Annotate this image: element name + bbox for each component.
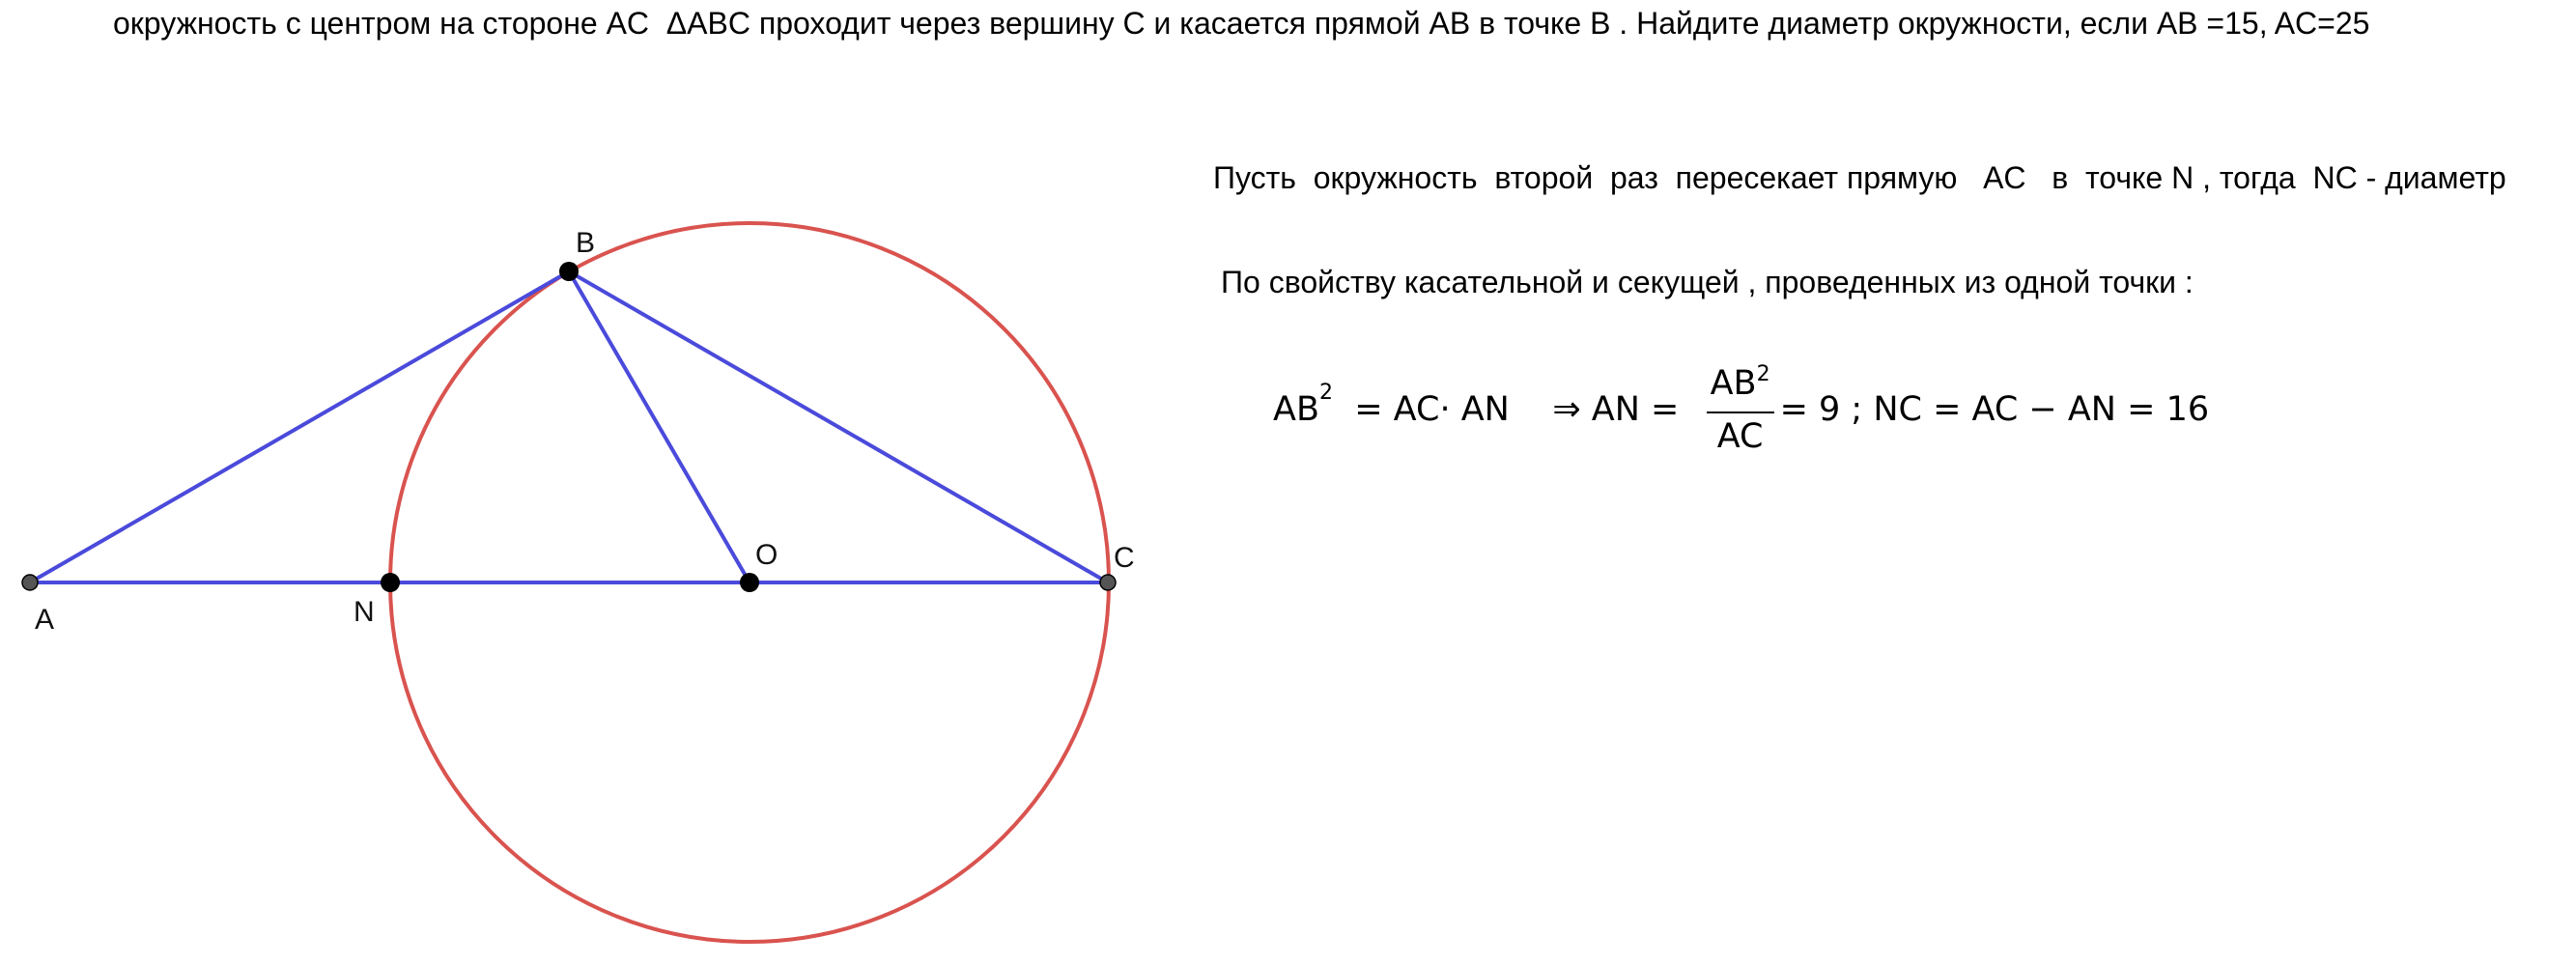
segment-bc bbox=[569, 271, 1108, 582]
formula-part-1: = AC· AN ⇒ AN = bbox=[1332, 390, 1701, 429]
fraction-denominator: AC bbox=[1716, 416, 1764, 456]
segment-bo bbox=[569, 271, 750, 582]
fraction-numerator-exponent: 2 bbox=[1756, 361, 1770, 386]
point-a bbox=[22, 575, 38, 590]
label-c: C bbox=[1114, 542, 1135, 574]
point-n bbox=[381, 573, 400, 592]
formula-part-2: = 9 ; NC = AC − AN = 16 bbox=[1779, 390, 2210, 429]
problem-statement: окружность с центром на стороне AC ΔABC проходит через вершину C и касается прямой AB в точке B . Найдите диаметр окружности, если AB =15, AC=25 bbox=[113, 6, 2370, 41]
formula-ab: AB bbox=[1273, 390, 1319, 429]
label-o: O bbox=[755, 539, 778, 571]
point-c bbox=[1100, 575, 1116, 590]
solution-line-1: Пусть окружность второй раз пересекает прямую AC в точке N , тогда NC - диаметр bbox=[1213, 160, 2506, 195]
formula-fraction bbox=[1707, 361, 1774, 456]
point-o bbox=[740, 573, 759, 592]
formula-ab-exponent: 2 bbox=[1318, 380, 1333, 405]
label-n: N bbox=[354, 596, 375, 628]
fraction-numerator bbox=[1707, 361, 1774, 413]
solution-formula bbox=[1273, 361, 2209, 458]
label-a: A bbox=[35, 604, 55, 636]
point-b bbox=[559, 262, 579, 281]
solution-line-2: По свойству касательной и секущей , проведенных из одной точки : bbox=[1221, 265, 2194, 299]
label-b: B bbox=[576, 227, 596, 259]
fraction-numerator-base: AB bbox=[1710, 363, 1757, 403]
geometry-diagram bbox=[0, 0, 1178, 965]
segment-ab bbox=[30, 271, 569, 582]
